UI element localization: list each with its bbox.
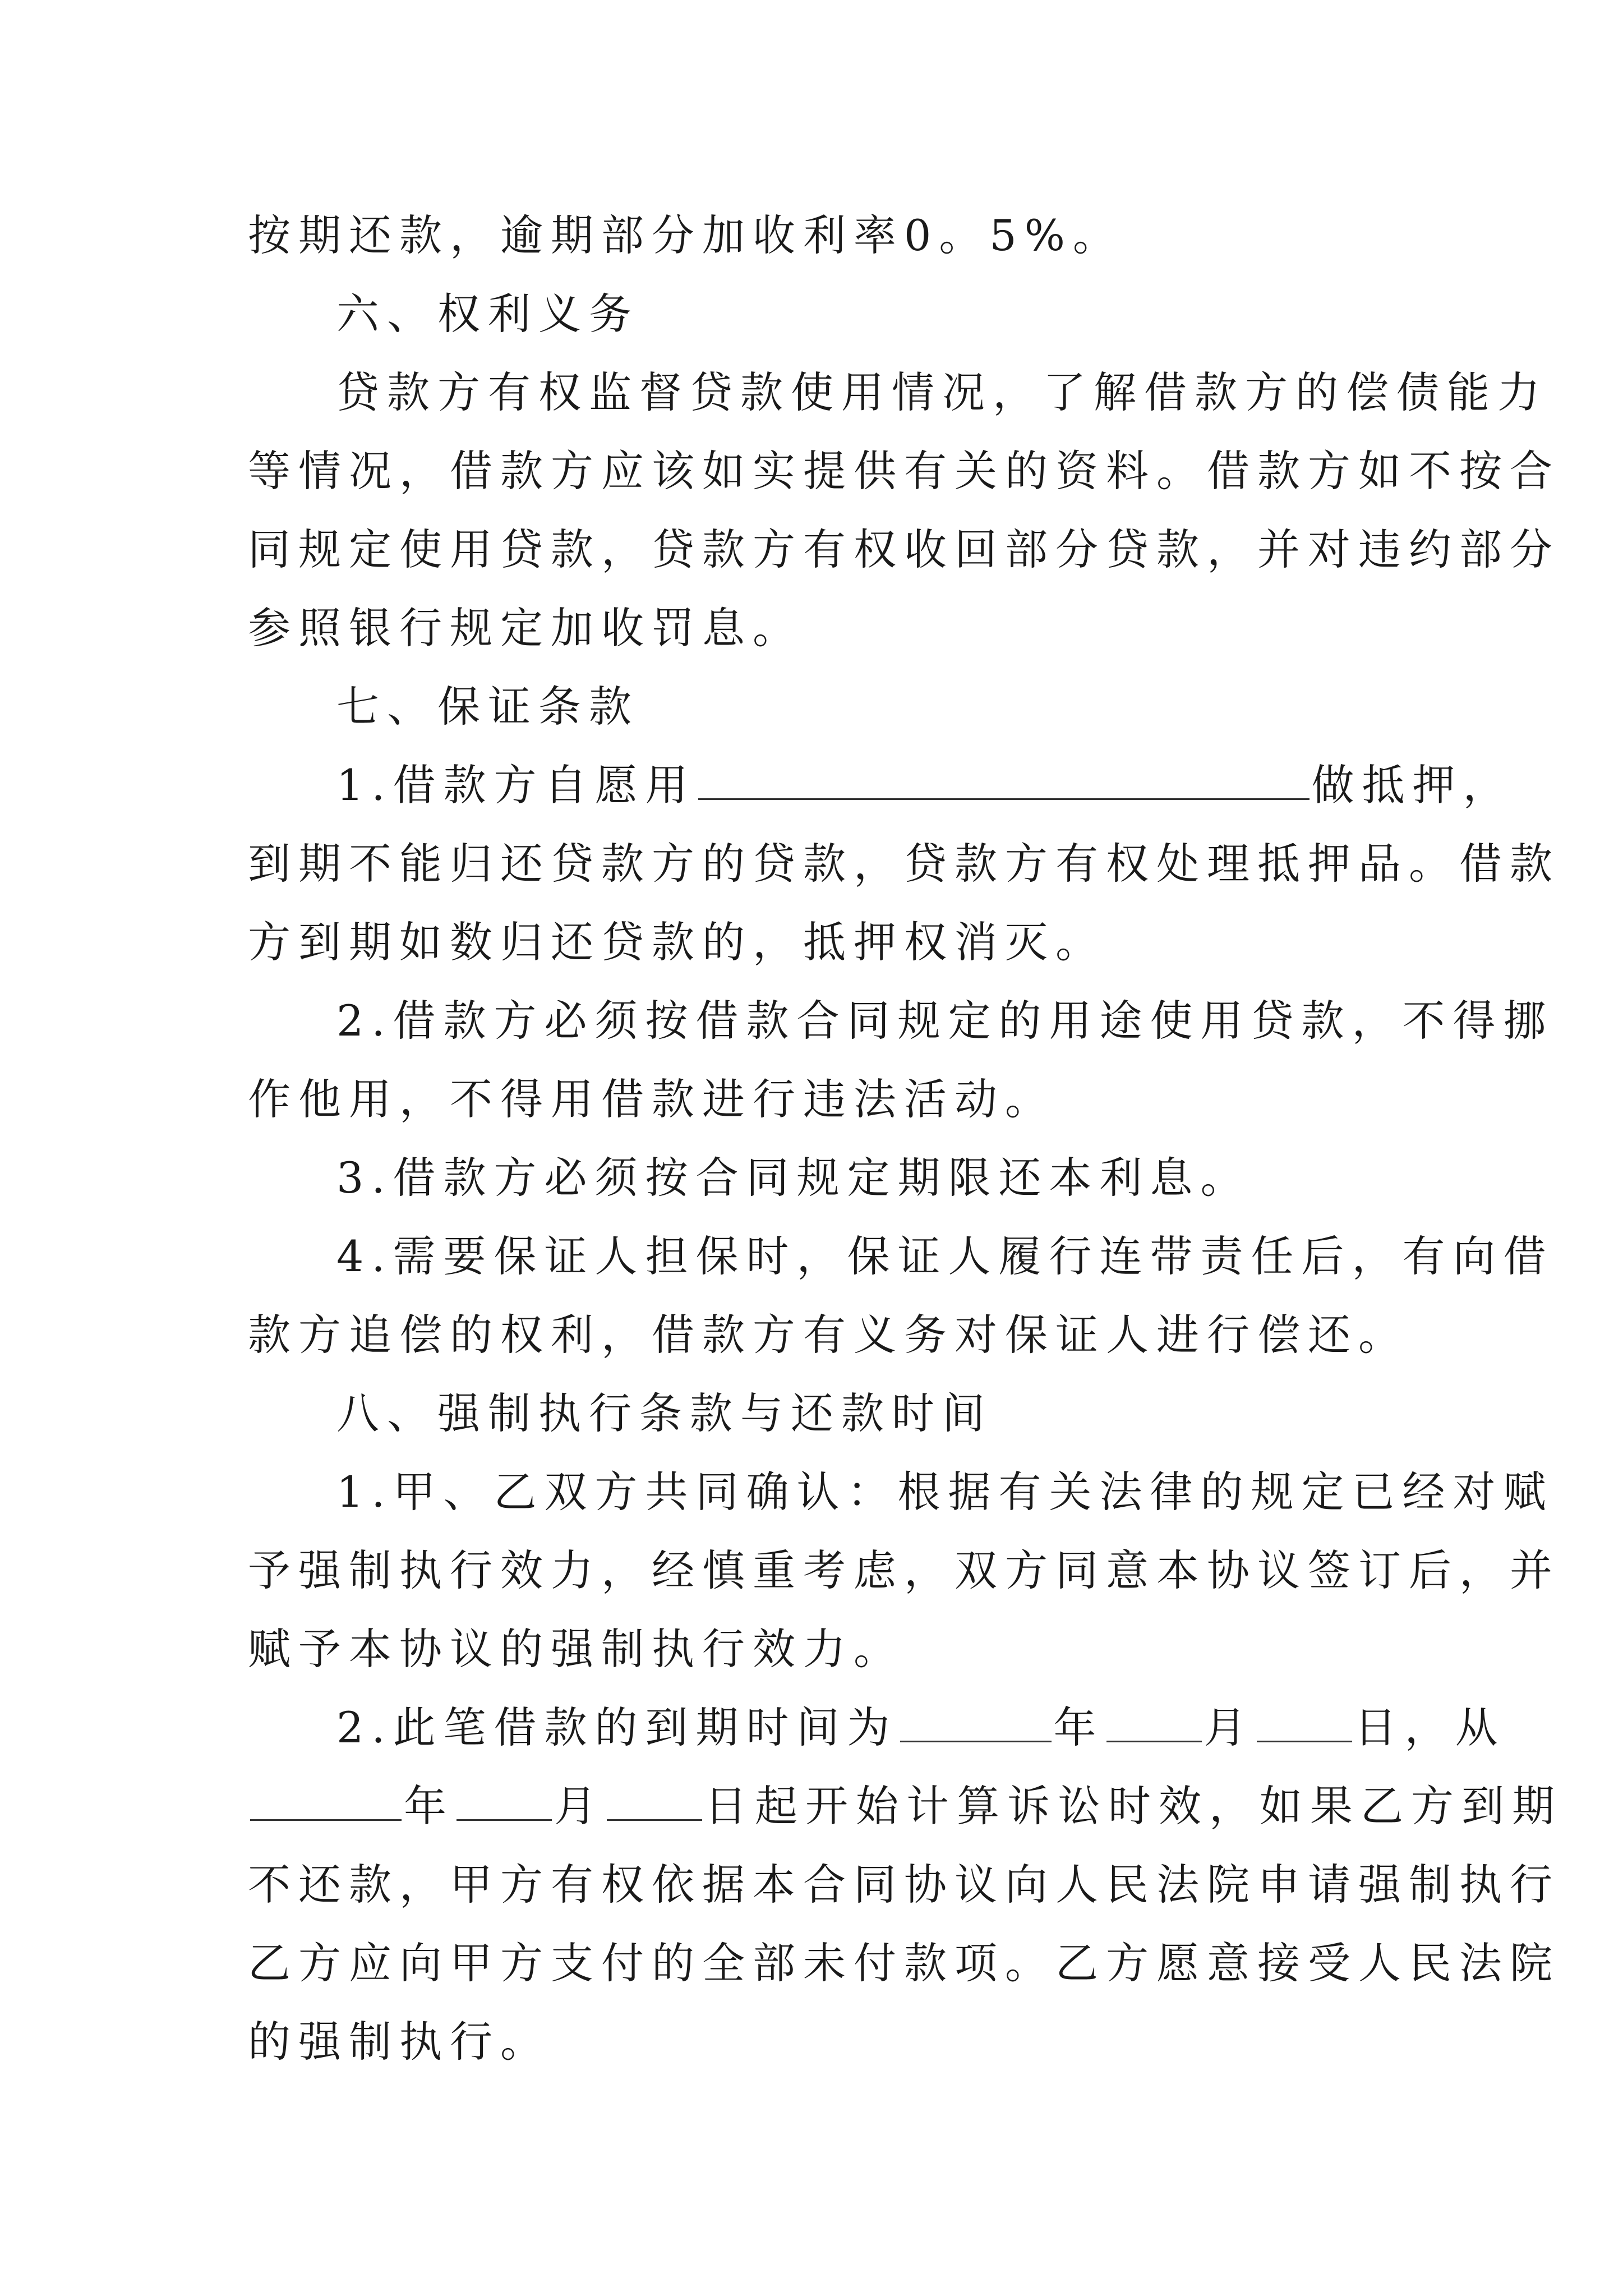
clause-text: 做抵押， [1311,760,1514,810]
section-heading-guarantee: 七、保证条款 [336,682,639,731]
text-line: 予强制执行效力，经慎重考虑，双方同意本协议签订后，并 [248,1545,1560,1595]
text-line: 不还款，甲方有权依据本合同协议向人民法院申请强制执行 [248,1860,1560,1910]
text-line: 参照银行规定加收罚息。 [248,603,803,653]
month-label: 月 [554,1781,605,1831]
clause-8-2-line-b [248,1778,1562,1834]
collateral-blank[interactable] [698,758,1310,800]
year-label: 年 [1053,1703,1104,1752]
due-year-blank[interactable] [900,1700,1052,1742]
start-day-blank[interactable] [607,1779,702,1821]
clause-text: 日起开始计算诉讼时效，如果乙方到期 [704,1781,1562,1831]
start-year-blank[interactable] [250,1779,402,1821]
text-line: 等情况，借款方应该如实提供有关的资料。借款方如不按合 [248,446,1560,496]
section-heading-enforcement: 八、强制执行条款与还款时间 [336,1388,993,1438]
section-heading-rights-duties: 六、权利义务 [336,289,639,339]
text-line: 的强制执行。 [248,2017,551,2067]
clause-8-2-line-a [336,1700,1506,1756]
text-line: 款方追偿的权利，借款方有义务对保证人进行偿还。 [248,1310,1409,1360]
text-line: 到期不能归还贷款方的贷款，贷款方有权处理抵押品。借款 [248,839,1560,889]
text-line: 4.需要保证人担保时，保证人履行连带责任后，有向借 [336,1231,1554,1281]
text-line: 作他用，不得用借款进行违法活动。 [248,1074,1055,1124]
text-line: 赋予本协议的强制执行效力。 [248,1624,904,1674]
due-month-blank[interactable] [1106,1700,1202,1742]
clause-text: 1.借款方自愿用 [336,760,696,810]
month-label: 月 [1204,1703,1255,1752]
day-label: 日，从 [1354,1703,1506,1752]
text-line: 贷款方有权监督贷款使用情况，了解借款方的偿债能力 [336,367,1548,417]
text-line: 按期还款，逾期部分加收利率0。5%。 [248,210,1123,260]
text-line: 1.甲、乙双方共同确认：根据有关法律的规定已经对赋 [336,1467,1554,1517]
clause-7-1-line [336,757,1514,813]
year-label: 年 [404,1781,454,1831]
text-line: 2.借款方必须按借款合同规定的用途使用贷款，不得挪 [336,996,1554,1046]
clause-text: 2.此笔借款的到期时间为 [336,1703,898,1752]
text-line: 方到期如数归还贷款的，抵押权消灭。 [248,917,1106,967]
text-line: 3.借款方必须按合同规定期限还本利息。 [336,1153,1251,1203]
text-line: 乙方应向甲方支付的全部未付款项。乙方愿意接受人民法院 [248,1938,1560,1988]
start-month-blank[interactable] [457,1779,552,1821]
text-line: 同规定使用贷款，贷款方有权收回部分贷款，并对违约部分 [248,524,1560,574]
due-day-blank[interactable] [1257,1700,1352,1742]
